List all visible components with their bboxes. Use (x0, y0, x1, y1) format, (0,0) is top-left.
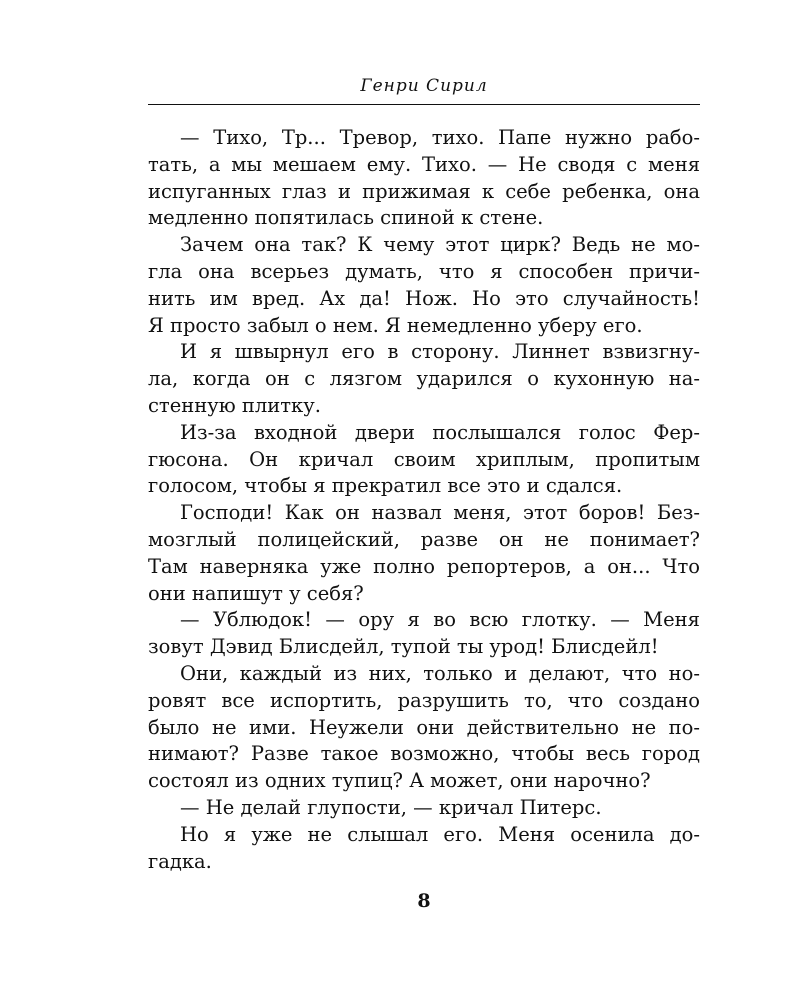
text-line: Господи! Как он назвал меня, этот боров! Без- (180, 501, 700, 525)
text-line: гла она всерьез думать, что я способен причи- (148, 259, 700, 283)
text-line: нить им вред. Ах да! Нож. Но это случайность! (148, 286, 700, 310)
text-line: Зачем она так? К чему этот цирк? Ведь не мо- (180, 233, 700, 257)
text-line: ла, когда он с лязгом ударился о кухонную на- (148, 367, 700, 391)
text-line: — Не делай глупости, — кричал Питерс. (180, 795, 602, 819)
text-line: нимают? Разве такое возможно, чтобы весь город (148, 742, 700, 766)
text-line: — Тихо, Тр... Тревор, тихо. Папе нужно рабо- (180, 126, 700, 149)
text-line: стенную плитку. (148, 393, 321, 417)
text-line: тать, а мы мешаем ему. Тихо. — Не сводя с меня (148, 152, 700, 176)
text-line: они напишут у себя? (148, 581, 364, 605)
text-line: Там наверняка уже полно репортеров, а он... Что (148, 554, 700, 578)
text-line: гюсона. Он кричал своим хриплым, пропитым (148, 447, 700, 471)
text-line: было не ими. Неужели они действительно не по- (148, 715, 700, 739)
header-rule (148, 104, 700, 105)
text-line: мозглый полицейский, разве он не понимает? (148, 527, 700, 551)
text-line: Я просто забыл о нем. Я немедленно уберу его. (148, 313, 643, 337)
text-line: Но я уже не слышал его. Меня осенила до- (180, 822, 700, 846)
text-line: И я швырнул его в сторону. Линнет взвизгну- (180, 340, 700, 364)
text-line: медленно попятилась спиной к стене. (148, 206, 544, 230)
text-line: испуганных глаз и прижимая к себе ребенка, она (148, 179, 700, 203)
running-title: Генри Сирил (360, 76, 488, 96)
text-line: ровят все испортить, разрушить то, что создано (148, 688, 700, 712)
text-line: голосом, чтобы я прекратил все это и сдался. (148, 474, 623, 498)
text-line: Они, каждый из них, только и делают, что но- (180, 661, 700, 685)
text-line: зовут Дэвид Блисдейл, тупой ты урод! Блисдейл! (148, 635, 659, 659)
page-number: 8 (417, 890, 431, 912)
text-line: Из-за входной двери послышался голос Фер- (180, 420, 700, 444)
text-line: — Ублюдок! — ору я во всю глотку. — Меня (180, 608, 700, 632)
text-line: состоял из одних тупиц? А может, они нарочно? (148, 769, 651, 793)
body-text (148, 125, 700, 875)
text-line: гадка. (148, 849, 212, 873)
